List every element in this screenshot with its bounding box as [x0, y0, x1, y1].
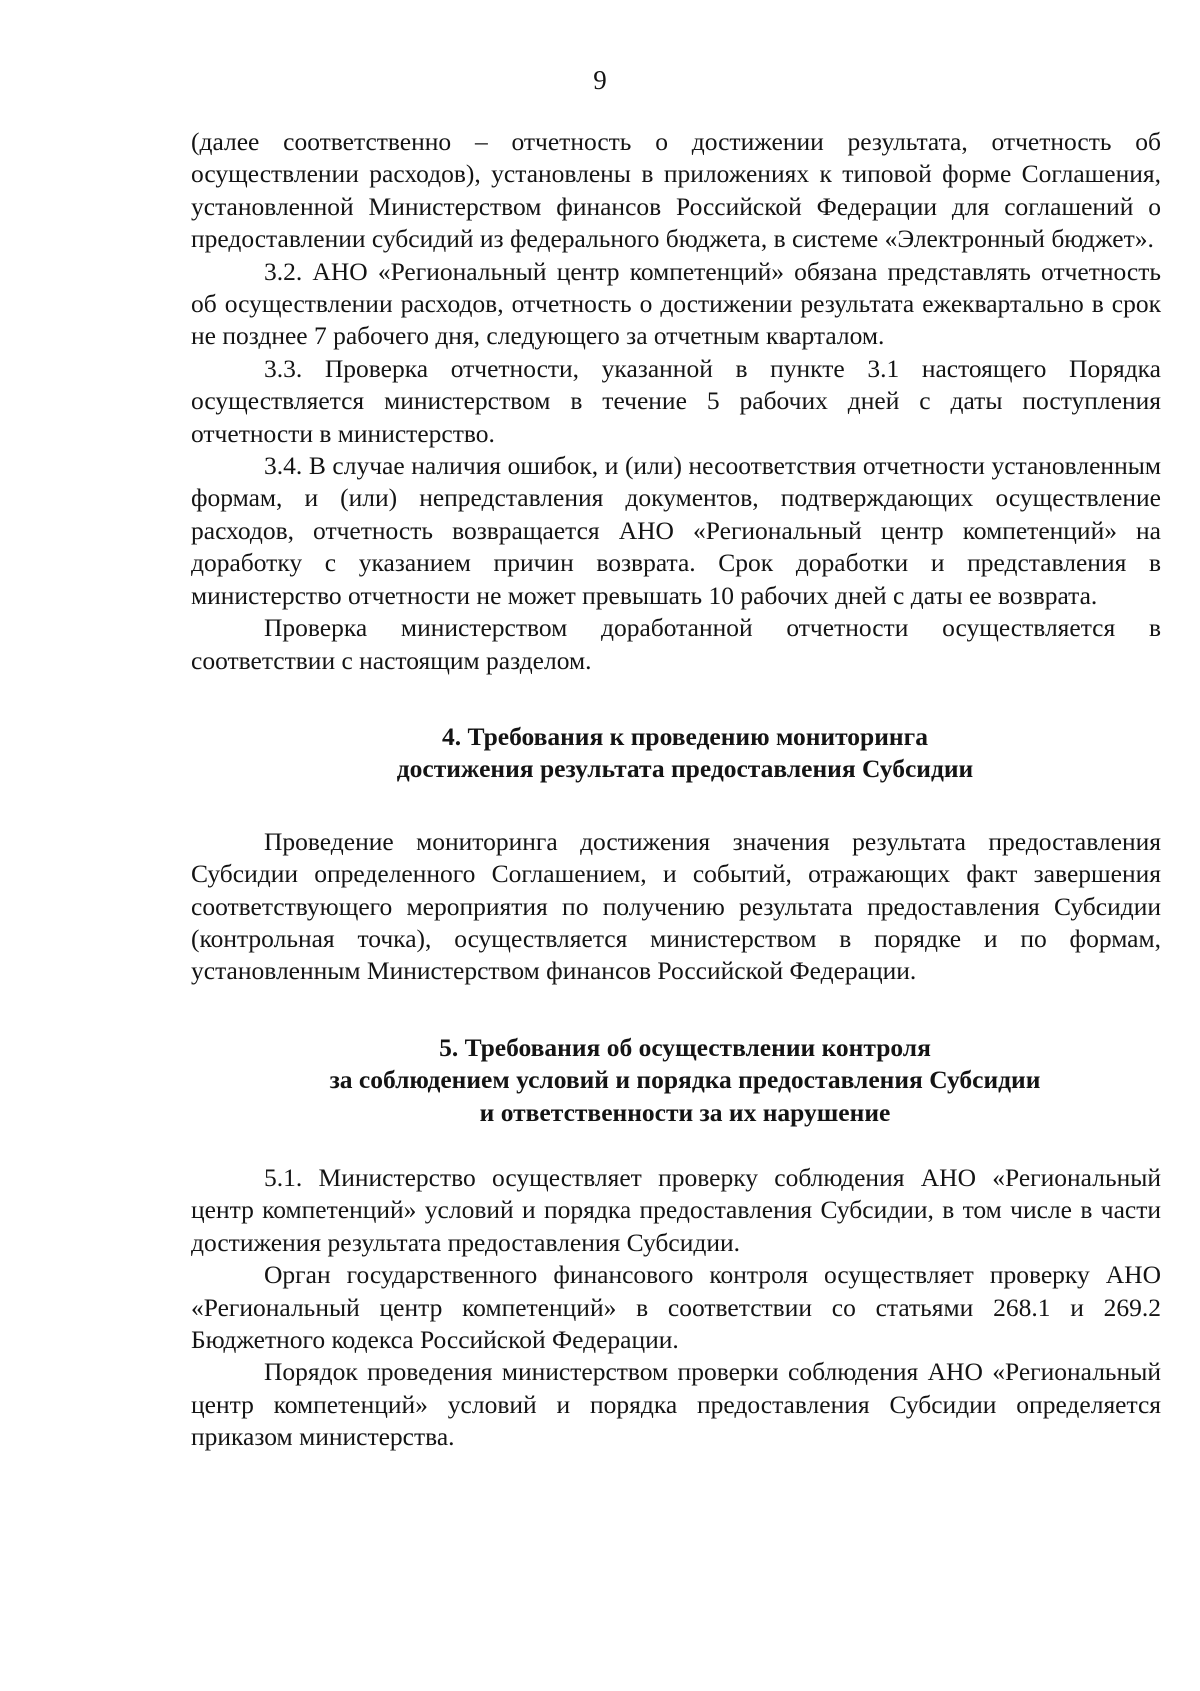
paragraph-financial-control: Орган государственного финансового контроля осуществляет проверку АНО «Региональный центр компетенций» в соответствии со статьями 268.1 и 269.2 Бюджетного кодекса Российской Федерации. [191, 1260, 1161, 1354]
paragraph-rework-check: Проверка министерством доработанной отчетности осуществляется в соответствии с настоящим разделом. [191, 613, 1161, 675]
document-body [191, 126, 1161, 1454]
paragraph-3-4: 3.4. В случае наличия ошибок, и (или) несоответствия отчетности установленным формам, и (или) непредставления документов, подтверждающих осуществление расходов, отчетность возвращается АНО «Региональный центр компетенций» на доработку с указанием причин возврата. Срок доработки и представления в министерство отчетности не может превышать 10 рабочих дней с даты ее возврата. [191, 451, 1161, 610]
paragraph-inspection-procedure: Порядок проведения министерством проверки соблюдения АНО «Региональный центр компетенций» условий и порядка предоставления Субсидии определяется приказом министерства. [191, 1357, 1161, 1452]
page-number: 9 [593, 65, 607, 95]
section-5-heading-line-1: 5. Требования об осуществлении контроля [439, 1032, 931, 1062]
paragraph-3-3: 3.3. Проверка отчетности, указанной в пункте 3.1 настоящего Порядка осуществляется министерством в течение 5 рабочих дней с даты поступления отчетности в министерство. [191, 353, 1161, 448]
section-5-heading-line-2: за соблюдением условий и порядка предоставления Субсидии [329, 1065, 1041, 1095]
section-4-paragraph: Проведение мониторинга достижения значения результата предоставления Субсидии определенного Соглашением, и событий, отражающих факт завершения соответствующего мероприятия по получению результата предоставления Субсидии (контрольная точка), осуществляется министерством в порядке и по формам, установленным Министерством финансов Российской Федерации. [191, 826, 1161, 986]
section-4-heading-line-1: 4. Требования к проведению мониторинга [442, 721, 928, 751]
paragraph-5-1: 5.1. Министерство осуществляет проверку соблюдения АНО «Региональный центр компетенций» условий и порядка предоставления Субсидии, в том числе в части достижения результата предоставления Субсидии. [191, 1162, 1161, 1257]
paragraph-3-2: 3.2. АНО «Региональный центр компетенций» обязана представлять отчетность об осуществлении расходов, отчетность о достижении результата ежеквартально в срок не позднее 7 рабочего дня, следующего за отчетным кварталом. [191, 256, 1161, 351]
section-4-heading [191, 721, 1161, 786]
section-5-heading [191, 1032, 1161, 1129]
section-5-heading-line-3: и ответственности за их нарушение [479, 1097, 891, 1127]
section-4-heading-line-2: достижения результата предоставления Субсидии [396, 754, 974, 784]
paragraph-continuation: (далее соответственно – отчетность о достижении результата, отчетность об осуществлении расходов), установлены в приложениях к типовой форме Соглашения, установленной Министерством финансов Российской Федерации для соглашений о предоставлении субсидий из федерального бюджета, в системе «Электронный бюджет». [191, 127, 1161, 254]
